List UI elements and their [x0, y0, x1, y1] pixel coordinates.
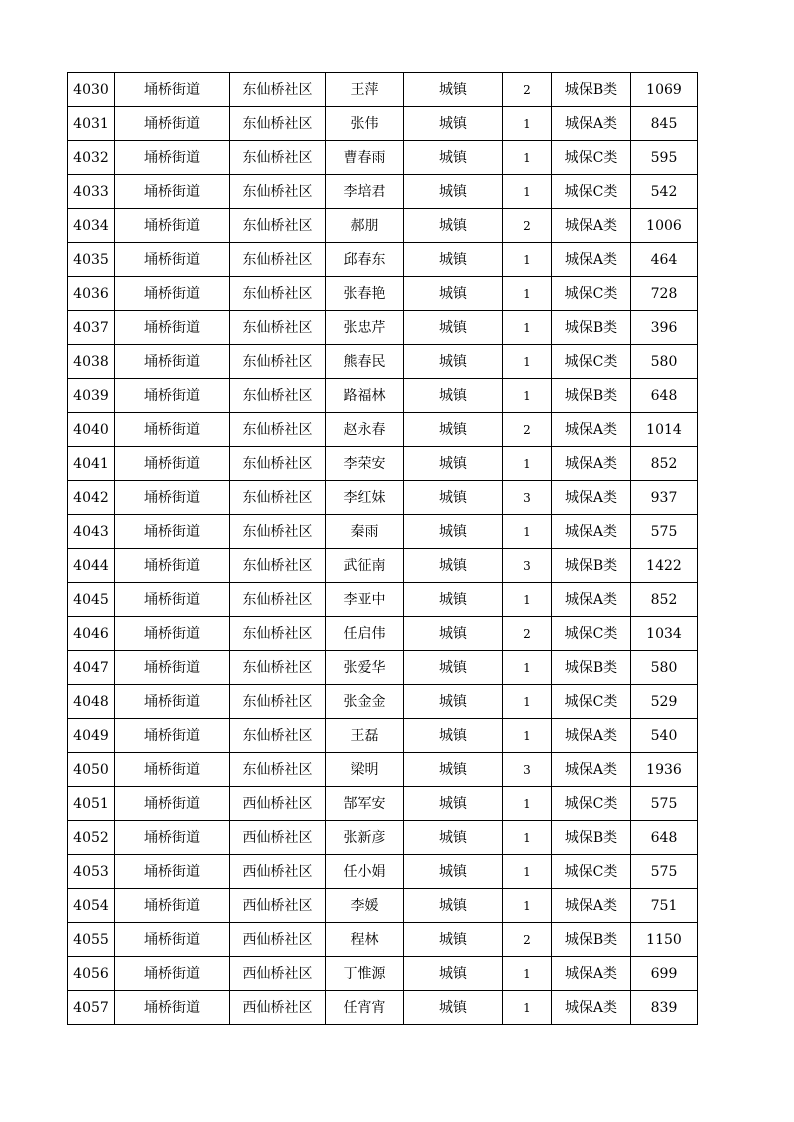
cell-area: 城镇 — [404, 719, 503, 753]
cell-id: 4050 — [68, 753, 115, 787]
cell-community: 东仙桥社区 — [230, 379, 326, 413]
cell-area: 城镇 — [404, 345, 503, 379]
cell-name: 程林 — [326, 923, 404, 957]
cell-amount: 1014 — [631, 413, 698, 447]
cell-id: 4053 — [68, 855, 115, 889]
cell-amount: 529 — [631, 685, 698, 719]
table-body — [68, 73, 698, 1025]
cell-household-count: 2 — [503, 73, 552, 107]
cell-area: 城镇 — [404, 311, 503, 345]
cell-category: 城保C类 — [552, 175, 631, 209]
cell-id: 4055 — [68, 923, 115, 957]
table-row — [68, 107, 698, 141]
cell-area: 城镇 — [404, 209, 503, 243]
cell-area: 城镇 — [404, 821, 503, 855]
cell-household-count: 1 — [503, 379, 552, 413]
table-row — [68, 549, 698, 583]
cell-community: 东仙桥社区 — [230, 311, 326, 345]
cell-area: 城镇 — [404, 447, 503, 481]
cell-category: 城保B类 — [552, 73, 631, 107]
cell-community: 东仙桥社区 — [230, 345, 326, 379]
cell-household-count: 3 — [503, 481, 552, 515]
cell-household-count: 1 — [503, 345, 552, 379]
cell-id: 4034 — [68, 209, 115, 243]
cell-household-count: 1 — [503, 447, 552, 481]
cell-street: 埇桥街道 — [115, 277, 230, 311]
cell-area: 城镇 — [404, 617, 503, 651]
cell-name: 武征南 — [326, 549, 404, 583]
table-row — [68, 991, 698, 1025]
cell-name: 王萍 — [326, 73, 404, 107]
cell-street: 埇桥街道 — [115, 209, 230, 243]
cell-name: 梁明 — [326, 753, 404, 787]
cell-amount: 540 — [631, 719, 698, 753]
cell-name: 曹春雨 — [326, 141, 404, 175]
table-row — [68, 243, 698, 277]
cell-amount: 1422 — [631, 549, 698, 583]
cell-street: 埇桥街道 — [115, 515, 230, 549]
cell-street: 埇桥街道 — [115, 787, 230, 821]
cell-category: 城保A类 — [552, 515, 631, 549]
cell-household-count: 1 — [503, 719, 552, 753]
cell-street: 埇桥街道 — [115, 243, 230, 277]
cell-street: 埇桥街道 — [115, 175, 230, 209]
cell-household-count: 3 — [503, 549, 552, 583]
cell-name: 任宵宵 — [326, 991, 404, 1025]
table-row — [68, 719, 698, 753]
cell-name: 任启伟 — [326, 617, 404, 651]
cell-street: 埇桥街道 — [115, 447, 230, 481]
cell-household-count: 2 — [503, 923, 552, 957]
cell-street: 埇桥街道 — [115, 923, 230, 957]
cell-category: 城保A类 — [552, 583, 631, 617]
table-row — [68, 345, 698, 379]
cell-category: 城保C类 — [552, 345, 631, 379]
relief-roster-table — [67, 72, 698, 1025]
cell-household-count: 1 — [503, 855, 552, 889]
table-row — [68, 175, 698, 209]
cell-community: 东仙桥社区 — [230, 481, 326, 515]
cell-id: 4044 — [68, 549, 115, 583]
table-row — [68, 583, 698, 617]
cell-name: 王磊 — [326, 719, 404, 753]
cell-category: 城保C类 — [552, 855, 631, 889]
cell-name: 张金金 — [326, 685, 404, 719]
cell-street: 埇桥街道 — [115, 651, 230, 685]
cell-area: 城镇 — [404, 753, 503, 787]
cell-category: 城保A类 — [552, 243, 631, 277]
table-row — [68, 277, 698, 311]
cell-category: 城保A类 — [552, 481, 631, 515]
cell-street: 埇桥街道 — [115, 617, 230, 651]
cell-community: 西仙桥社区 — [230, 923, 326, 957]
cell-id: 4037 — [68, 311, 115, 345]
cell-amount: 396 — [631, 311, 698, 345]
cell-name: 张忠芹 — [326, 311, 404, 345]
cell-area: 城镇 — [404, 175, 503, 209]
cell-id: 4041 — [68, 447, 115, 481]
cell-community: 东仙桥社区 — [230, 583, 326, 617]
cell-category: 城保A类 — [552, 991, 631, 1025]
cell-street: 埇桥街道 — [115, 311, 230, 345]
cell-household-count: 1 — [503, 515, 552, 549]
cell-id: 4035 — [68, 243, 115, 277]
cell-id: 4043 — [68, 515, 115, 549]
table-row — [68, 617, 698, 651]
cell-household-count: 1 — [503, 889, 552, 923]
cell-amount: 580 — [631, 345, 698, 379]
cell-id: 4039 — [68, 379, 115, 413]
table-row — [68, 855, 698, 889]
cell-street: 埇桥街道 — [115, 73, 230, 107]
cell-id: 4057 — [68, 991, 115, 1025]
cell-community: 东仙桥社区 — [230, 447, 326, 481]
cell-area: 城镇 — [404, 481, 503, 515]
table-row — [68, 515, 698, 549]
cell-amount: 575 — [631, 787, 698, 821]
cell-area: 城镇 — [404, 141, 503, 175]
cell-household-count: 1 — [503, 243, 552, 277]
cell-household-count: 2 — [503, 209, 552, 243]
cell-community: 东仙桥社区 — [230, 685, 326, 719]
cell-amount: 1936 — [631, 753, 698, 787]
cell-street: 埇桥街道 — [115, 141, 230, 175]
cell-category: 城保C类 — [552, 617, 631, 651]
cell-name: 熊春民 — [326, 345, 404, 379]
table-row — [68, 923, 698, 957]
cell-street: 埇桥街道 — [115, 855, 230, 889]
cell-community: 东仙桥社区 — [230, 617, 326, 651]
cell-household-count: 1 — [503, 277, 552, 311]
cell-amount: 852 — [631, 447, 698, 481]
table-row — [68, 889, 698, 923]
cell-household-count: 1 — [503, 651, 552, 685]
cell-community: 东仙桥社区 — [230, 719, 326, 753]
table-row — [68, 753, 698, 787]
cell-id: 4032 — [68, 141, 115, 175]
table-row — [68, 447, 698, 481]
cell-area: 城镇 — [404, 515, 503, 549]
table-row — [68, 787, 698, 821]
cell-community: 东仙桥社区 — [230, 73, 326, 107]
table-row — [68, 481, 698, 515]
cell-street: 埇桥街道 — [115, 413, 230, 447]
cell-amount: 1069 — [631, 73, 698, 107]
cell-community: 东仙桥社区 — [230, 107, 326, 141]
cell-area: 城镇 — [404, 379, 503, 413]
cell-area: 城镇 — [404, 583, 503, 617]
cell-id: 4030 — [68, 73, 115, 107]
cell-amount: 751 — [631, 889, 698, 923]
table-row — [68, 651, 698, 685]
cell-name: 李培君 — [326, 175, 404, 209]
table-row — [68, 379, 698, 413]
cell-amount: 648 — [631, 379, 698, 413]
cell-street: 埇桥街道 — [115, 481, 230, 515]
cell-area: 城镇 — [404, 923, 503, 957]
table-row — [68, 209, 698, 243]
cell-household-count: 1 — [503, 311, 552, 345]
cell-category: 城保A类 — [552, 753, 631, 787]
cell-community: 东仙桥社区 — [230, 175, 326, 209]
cell-street: 埇桥街道 — [115, 107, 230, 141]
cell-id: 4038 — [68, 345, 115, 379]
cell-id: 4054 — [68, 889, 115, 923]
cell-name: 张爱华 — [326, 651, 404, 685]
cell-household-count: 1 — [503, 957, 552, 991]
cell-amount: 852 — [631, 583, 698, 617]
cell-area: 城镇 — [404, 685, 503, 719]
table-row — [68, 73, 698, 107]
cell-community: 东仙桥社区 — [230, 651, 326, 685]
cell-id: 4036 — [68, 277, 115, 311]
cell-category: 城保A类 — [552, 889, 631, 923]
cell-household-count: 3 — [503, 753, 552, 787]
cell-category: 城保A类 — [552, 209, 631, 243]
cell-household-count: 1 — [503, 787, 552, 821]
cell-category: 城保B类 — [552, 923, 631, 957]
cell-area: 城镇 — [404, 277, 503, 311]
cell-household-count: 2 — [503, 617, 552, 651]
cell-household-count: 1 — [503, 991, 552, 1025]
cell-id: 4048 — [68, 685, 115, 719]
cell-id: 4056 — [68, 957, 115, 991]
cell-category: 城保B类 — [552, 311, 631, 345]
cell-category: 城保C类 — [552, 685, 631, 719]
cell-name: 李媛 — [326, 889, 404, 923]
cell-community: 东仙桥社区 — [230, 753, 326, 787]
cell-amount: 937 — [631, 481, 698, 515]
cell-category: 城保A类 — [552, 413, 631, 447]
cell-id: 4042 — [68, 481, 115, 515]
cell-amount: 575 — [631, 855, 698, 889]
table-row — [68, 413, 698, 447]
cell-amount: 580 — [631, 651, 698, 685]
cell-community: 东仙桥社区 — [230, 549, 326, 583]
cell-name: 任小娟 — [326, 855, 404, 889]
cell-household-count: 1 — [503, 175, 552, 209]
cell-amount: 1150 — [631, 923, 698, 957]
cell-area: 城镇 — [404, 549, 503, 583]
cell-community: 西仙桥社区 — [230, 889, 326, 923]
cell-category: 城保B类 — [552, 379, 631, 413]
cell-area: 城镇 — [404, 413, 503, 447]
cell-community: 西仙桥社区 — [230, 787, 326, 821]
cell-community: 西仙桥社区 — [230, 821, 326, 855]
cell-id: 4049 — [68, 719, 115, 753]
cell-amount: 464 — [631, 243, 698, 277]
cell-name: 李亚中 — [326, 583, 404, 617]
cell-amount: 839 — [631, 991, 698, 1025]
cell-amount: 845 — [631, 107, 698, 141]
cell-amount: 1006 — [631, 209, 698, 243]
cell-street: 埇桥街道 — [115, 991, 230, 1025]
cell-category: 城保B类 — [552, 821, 631, 855]
cell-amount: 699 — [631, 957, 698, 991]
cell-category: 城保A类 — [552, 719, 631, 753]
cell-street: 埇桥街道 — [115, 957, 230, 991]
cell-community: 东仙桥社区 — [230, 243, 326, 277]
table-row — [68, 685, 698, 719]
cell-community: 西仙桥社区 — [230, 957, 326, 991]
cell-street: 埇桥街道 — [115, 719, 230, 753]
cell-amount: 1034 — [631, 617, 698, 651]
cell-household-count: 1 — [503, 821, 552, 855]
table-row — [68, 821, 698, 855]
cell-amount: 575 — [631, 515, 698, 549]
table-row — [68, 957, 698, 991]
cell-id: 4031 — [68, 107, 115, 141]
cell-area: 城镇 — [404, 73, 503, 107]
cell-id: 4051 — [68, 787, 115, 821]
cell-name: 邱春东 — [326, 243, 404, 277]
cell-street: 埇桥街道 — [115, 685, 230, 719]
cell-id: 4047 — [68, 651, 115, 685]
cell-name: 李荣安 — [326, 447, 404, 481]
cell-name: 郝朋 — [326, 209, 404, 243]
cell-id: 4045 — [68, 583, 115, 617]
cell-area: 城镇 — [404, 991, 503, 1025]
cell-area: 城镇 — [404, 651, 503, 685]
cell-category: 城保A类 — [552, 957, 631, 991]
cell-area: 城镇 — [404, 243, 503, 277]
cell-area: 城镇 — [404, 107, 503, 141]
cell-category: 城保C类 — [552, 277, 631, 311]
cell-category: 城保B类 — [552, 651, 631, 685]
cell-area: 城镇 — [404, 889, 503, 923]
cell-name: 郜军安 — [326, 787, 404, 821]
cell-community: 东仙桥社区 — [230, 515, 326, 549]
cell-street: 埇桥街道 — [115, 345, 230, 379]
cell-community: 西仙桥社区 — [230, 855, 326, 889]
cell-street: 埇桥街道 — [115, 379, 230, 413]
cell-household-count: 2 — [503, 413, 552, 447]
cell-name: 张新彦 — [326, 821, 404, 855]
cell-name: 李红妹 — [326, 481, 404, 515]
cell-name: 丁惟源 — [326, 957, 404, 991]
cell-id: 4052 — [68, 821, 115, 855]
cell-id: 4046 — [68, 617, 115, 651]
cell-household-count: 1 — [503, 141, 552, 175]
cell-category: 城保C类 — [552, 141, 631, 175]
cell-street: 埇桥街道 — [115, 821, 230, 855]
cell-street: 埇桥街道 — [115, 583, 230, 617]
cell-id: 4033 — [68, 175, 115, 209]
cell-name: 张春艳 — [326, 277, 404, 311]
cell-area: 城镇 — [404, 787, 503, 821]
cell-area: 城镇 — [404, 957, 503, 991]
cell-amount: 595 — [631, 141, 698, 175]
cell-name: 张伟 — [326, 107, 404, 141]
table-row — [68, 141, 698, 175]
cell-area: 城镇 — [404, 855, 503, 889]
cell-name: 赵永春 — [326, 413, 404, 447]
cell-id: 4040 — [68, 413, 115, 447]
cell-name: 路福林 — [326, 379, 404, 413]
cell-community: 东仙桥社区 — [230, 141, 326, 175]
cell-category: 城保A类 — [552, 107, 631, 141]
cell-street: 埇桥街道 — [115, 549, 230, 583]
cell-community: 东仙桥社区 — [230, 209, 326, 243]
cell-community: 东仙桥社区 — [230, 413, 326, 447]
cell-household-count: 1 — [503, 583, 552, 617]
cell-community: 西仙桥社区 — [230, 991, 326, 1025]
cell-street: 埇桥街道 — [115, 889, 230, 923]
cell-category: 城保C类 — [552, 787, 631, 821]
cell-community: 东仙桥社区 — [230, 277, 326, 311]
cell-category: 城保B类 — [552, 549, 631, 583]
cell-household-count: 1 — [503, 107, 552, 141]
cell-household-count: 1 — [503, 685, 552, 719]
table-row — [68, 311, 698, 345]
cell-category: 城保A类 — [552, 447, 631, 481]
cell-street: 埇桥街道 — [115, 753, 230, 787]
cell-amount: 728 — [631, 277, 698, 311]
cell-name: 秦雨 — [326, 515, 404, 549]
cell-amount: 648 — [631, 821, 698, 855]
cell-amount: 542 — [631, 175, 698, 209]
